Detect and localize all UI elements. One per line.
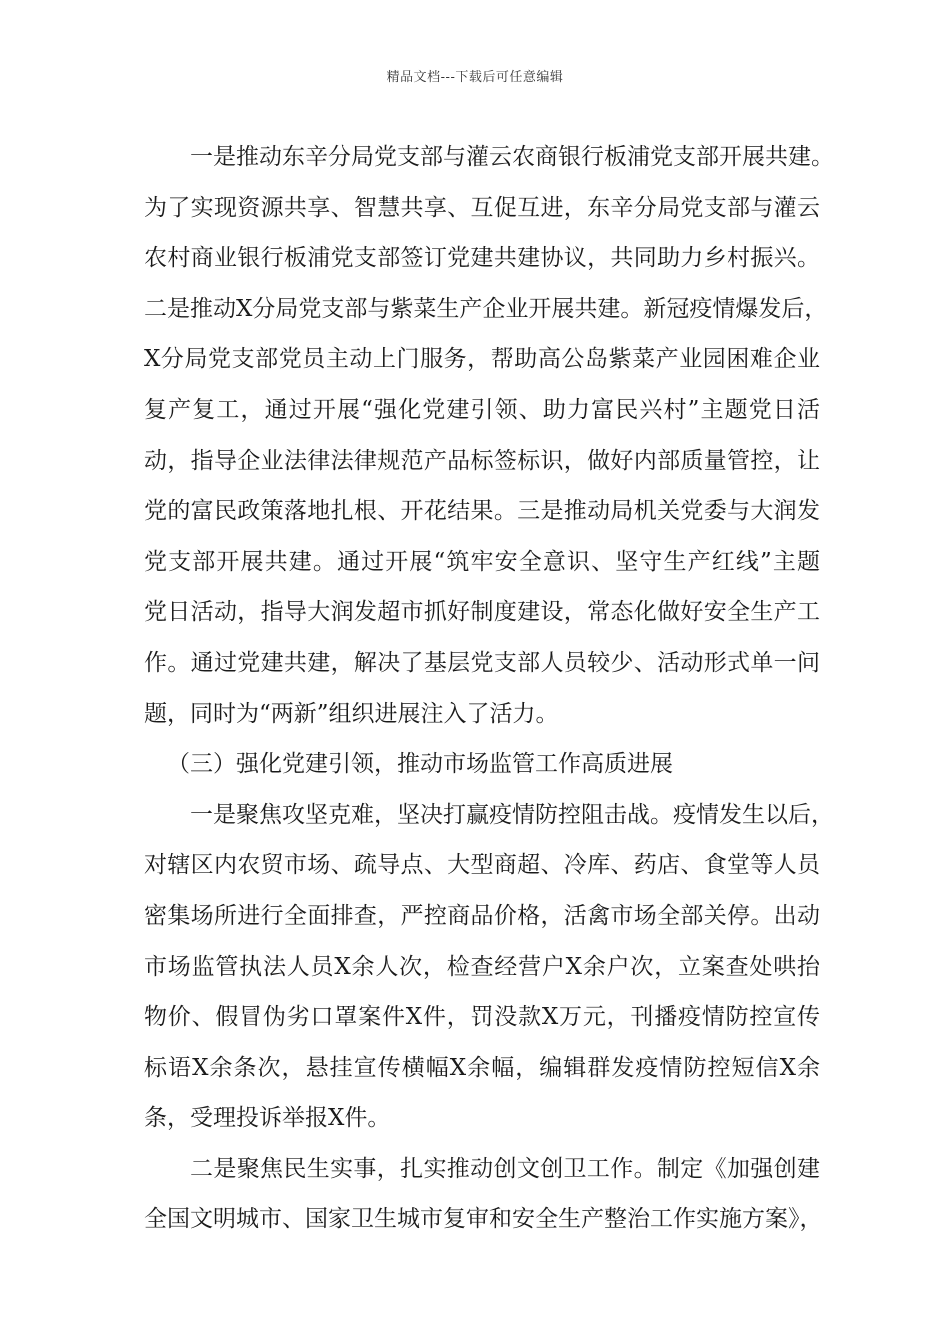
text-line: 全国文明城市、国家卫生城市复审和安全生产整治工作实施方案》， — [144, 1206, 823, 1233]
text-line: 标语X余条次，悬挂宣传横幅X余幅，编辑群发疫情防控短信X余 — [144, 1054, 820, 1081]
text-line: 为了实现资源共享、智慧共享、互促互进，东辛分局党支部与灌云 — [144, 194, 820, 221]
text-line: 党支部开展共建。通过开展“筑牢安全意识、坚守生产红线”主题 — [144, 548, 820, 575]
section-heading: （三）强化党建引领，推动市场监管工作高质进展 — [167, 751, 673, 778]
text-line: 物价、假冒伪劣口罩案件X件，罚没款X万元，刊播疫情防控宣传 — [144, 1004, 820, 1031]
document-body — [144, 132, 834, 1245]
text-line: 市场监管执法人员X余人次，检查经营户X余户次，立案查处哄抬 — [144, 953, 820, 980]
text-line: 二是聚焦民生实事，扎实推动创文创卫工作。制定《加强创建 — [190, 1155, 820, 1182]
text-line: 对辖区内农贸市场、疏导点、大型商超、冷库、药店、食堂等人员 — [144, 852, 820, 879]
text-line: 党的富民政策落地扎根、开花结果。三是推动局机关党委与大润发 — [144, 498, 820, 525]
text-line: 农村商业银行板浦党支部签订党建共建协议，共同助力乡村振兴。 — [144, 245, 820, 272]
text-line: 动，指导企业法律法律规范产品标签标识，做好内部质量管控，让 — [144, 447, 820, 474]
page-header: 精品文档---下载后可任意编辑 — [386, 70, 564, 85]
text-line: 二是推动X分局党支部与紫菜生产企业开展共建。新冠疫情爆发后， — [144, 295, 828, 322]
text-line: X分局党支部党员主动上门服务，帮助高公岛紫菜产业园困难企业 — [144, 346, 820, 373]
text-line: 条，受理投诉举报X件。 — [144, 1105, 391, 1132]
text-line: 一是推动东辛分局党支部与灌云农商银行板浦党支部开展共建。 — [190, 144, 834, 170]
text-line: 作。通过党建共建，解决了基层党支部人员较少、活动形式单一问 — [144, 649, 820, 676]
text-line: 一是聚焦攻坚克难，坚决打赢疫情防控阻击战。疫情发生以后， — [190, 801, 834, 828]
text-line: 密集场所进行全面排查，严控商品价格，活禽市场全部关停。出动 — [144, 902, 820, 929]
text-line: 党日活动，指导大润发超市抓好制度建设，常态化做好安全生产工 — [144, 599, 820, 626]
text-line: 复产复工，通过开展“强化党建引领、助力富民兴村”主题党日活 — [144, 396, 820, 423]
text-line: 题，同时为“两新”组织进展注入了活力。 — [144, 700, 559, 727]
